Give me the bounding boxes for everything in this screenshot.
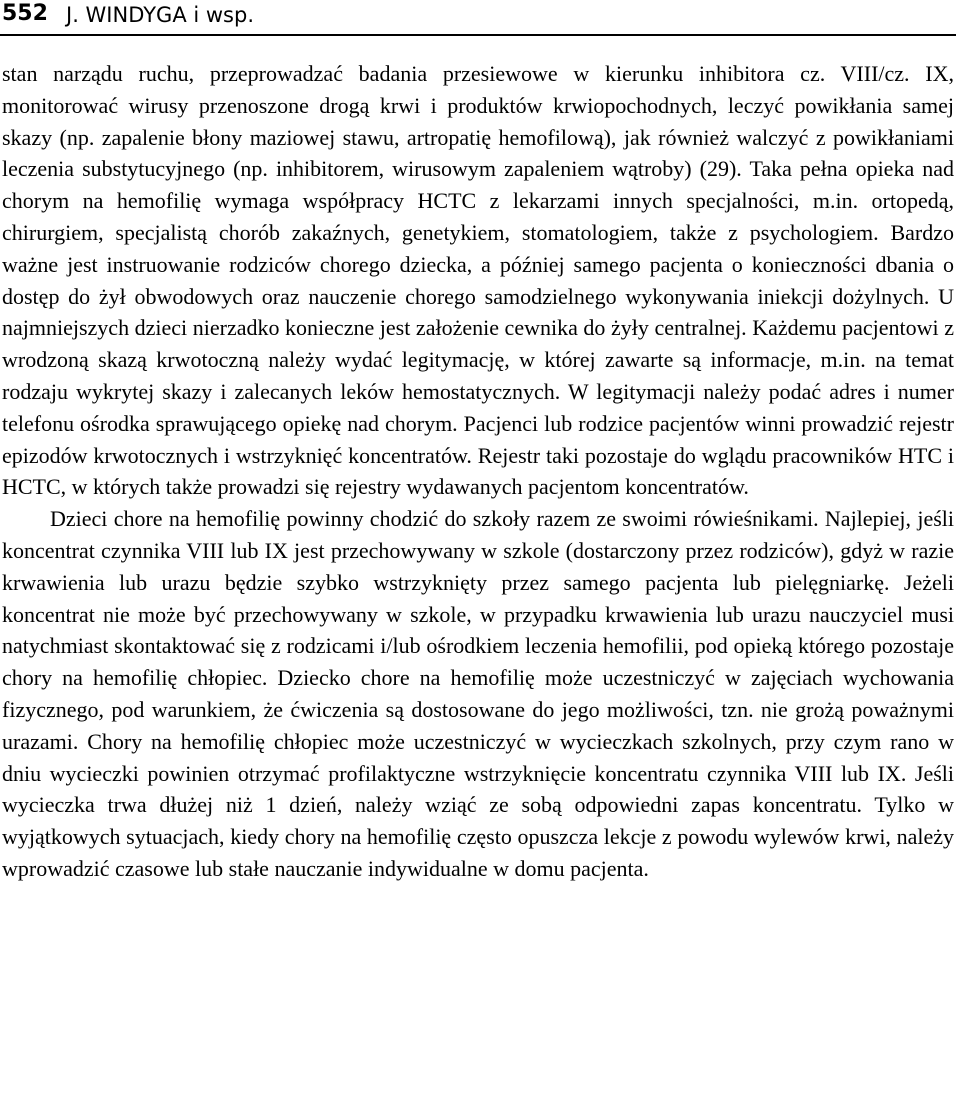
page-number: 552 [2, 1, 48, 26]
paragraph-school: Dzieci chore na hemofilię powinny chodzić do szkoły razem ze swoimi rówieśnikami. Najlepiej, jeśli koncentrat czynnika VIII lub IX jest przechowywany w szkole (dostarczony przez rodziców), gdyż w razie krwawienia lub urazu będzie szybko wstrzyknięty przez samego pacjenta lub pielęgniarkę. Jeżeli koncentrat nie może być przechowywany w szkole, w przypadku krwawienia lub urazu nauczyciel musi natychmiast skontaktować się z rodzicami i/lub ośrodkiem leczenia hemofilii, pod opieką którego pozostaje chory na hemofilię chłopiec. Dziecko chore na hemofilię może uczestniczyć w zajęciach wychowania fizycznego, pod warunkiem, że ćwiczenia są dostosowane do jego możliwości, tzn. nie grożą poważnymi urazami. Chory na hemofilię chłopiec może uczestniczyć w wycieczkach szkolnych, przy czym rano w dniu wycieczki powinien otrzymać profilaktyczne wstrzyknięcie koncentratu czynnika VIII lub IX. Jeśli wycieczka trwa dłużej niż 1 dzień, należy wziąć ze sobą odpowiedni zapas koncentratu. Tylko w wyjątkowych sytuacjach, kiedy chory na hemofilię często opuszcza lekcje z powodu wylewów krwi, należy wprowadzić czasowe lub stałe nauczanie indywidualne w domu pacjenta. [2, 506, 954, 881]
body-text [2, 58, 954, 885]
running-header [0, 0, 956, 36]
header-authors: J. WINDYGA i wsp. [66, 3, 255, 27]
paragraph-continued: stan narządu ruchu, przeprowadzać badania przesiewowe w kierunku inhibitora cz. VIII/cz. IX, monitorować wirusy przenoszone drogą krwi i produktów krwiopochodnych, leczyć powikłania samej skazy (np. zapalenie błony maziowej stawu, artropatię hemofilową), jak również walczyć z powikłaniami leczenia substytucyjnego (np. inhibitorem, wirusowym zapaleniem wątroby) (29). Taka pełna opieka nad chorym na hemofilię wymaga współpracy HCTC z lekarzami innych specjalności, m.in. ortopedą, chirurgiem, specjalistą chorób zakaźnych, genetykiem, stomatologiem, także z psychologiem. Bardzo ważne jest instruowanie rodziców chorego dziecka, a później samego pacjenta o konieczności dbania o dostęp do żył obwodowych oraz nauczenie chorego samodzielnego wykonywania iniekcji dożylnych. U najmniejszych dzieci nierzadko konieczne jest założenie cewnika do żyły centralnej. Każdemu pacjentowi z wrodzoną skazą krwotoczną należy wydać legitymację, w której zawarte są informacje, m.in. na temat rodzaju wykrytej skazy i zalecanych leków hemostatycznych. W legitymacji należy podać adres i numer telefonu ośrodka sprawującego opiekę nad chorym. Pacjenci lub rodzice pacjentów winni prowadzić rejestr epizodów krwotocznych i wstrzyknięć koncentratów. Rejestr taki pozostaje do wglądu pracowników HTC i HCTC, w których także prowadzi się rejestry wydawanych pacjentom koncentratów. [2, 61, 954, 500]
